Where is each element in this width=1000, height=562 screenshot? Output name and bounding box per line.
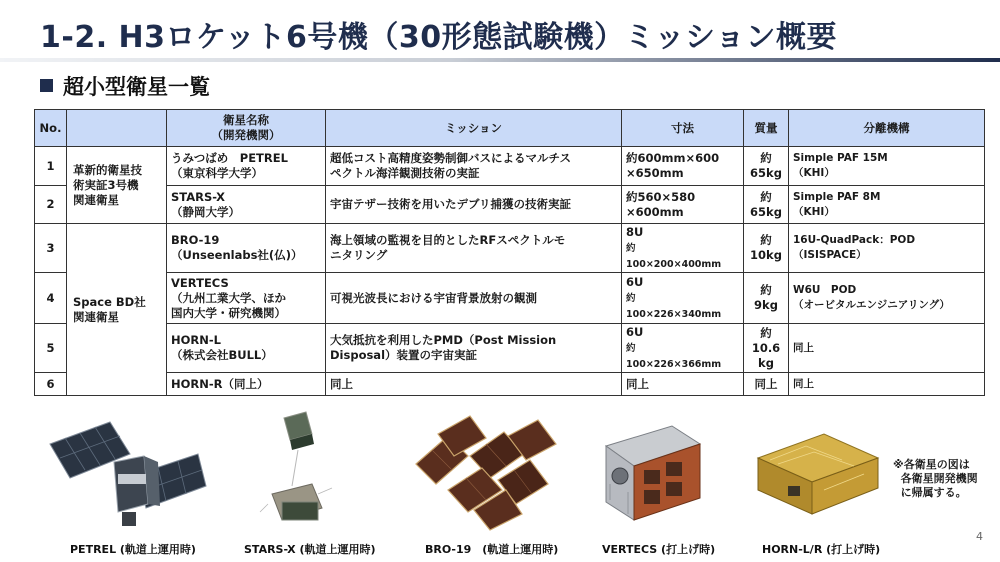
table-row <box>35 224 985 273</box>
col-header-name: 衛星名称 （開発機関） <box>167 110 326 147</box>
caption-bro-19: BRO-19 (軌道上運用時) <box>425 543 559 556</box>
size-cell: 同上 <box>622 373 744 396</box>
satellite-name: HORN-L （株式会社BULL） <box>167 324 326 373</box>
col-header-group <box>67 110 167 147</box>
size-cell: 8U 約 100×200×400mm <box>622 224 744 273</box>
petrel-satellite-image <box>48 416 208 534</box>
satellite-name: STARS-X （静岡大学） <box>167 186 326 224</box>
caption-horn: HORN-L/R (打上げ時) <box>762 543 881 556</box>
mass-cell: 約 65kg <box>744 147 789 186</box>
slide-title: 1-2. H3ロケット6号機（30形態試験機）ミッション概要 <box>40 20 837 55</box>
mass-cell: 約 9kg <box>744 273 789 324</box>
satellite-name: VERTECS （九州工業大学、ほか 国内大学・研究機関） <box>167 273 326 324</box>
separation-cell: 同上 <box>789 324 985 373</box>
satellite-table <box>34 109 985 396</box>
mission-cell: 超低コスト高精度姿勢制御バスによるマルチス ペクトル海洋観測技術の実証 <box>326 147 622 186</box>
col-header-size: 寸法 <box>622 110 744 147</box>
title-rule <box>0 58 1000 62</box>
mass-cell: 約 10kg <box>744 224 789 273</box>
mass-cell: 同上 <box>744 373 789 396</box>
row-no: 6 <box>35 373 67 396</box>
separation-cell: 同上 <box>789 373 985 396</box>
separation-cell: Simple PAF 8M （KHI） <box>789 186 985 224</box>
size-cell: 6U 約 100×226×340mm <box>622 273 744 324</box>
vertecs-satellite-image <box>600 424 704 522</box>
caption-vertecs: VERTECS (打上げ時) <box>602 543 716 556</box>
satellite-name: BRO-19 （Unseenlabs社(仏)） <box>167 224 326 273</box>
page-number: 4 <box>976 530 983 543</box>
size-cell: 約600mm×600 ×650mm <box>622 147 744 186</box>
mission-cell: 可視光波長における宇宙背景放射の観測 <box>326 273 622 324</box>
size-cell: 6U 約 100×226×366mm <box>622 324 744 373</box>
table-row <box>35 147 985 186</box>
separation-cell: W6U POD （オービタルエンジニアリング） <box>789 273 985 324</box>
section-heading <box>40 71 210 101</box>
mass-cell: 約 65kg <box>744 186 789 224</box>
stars-x-satellite-image <box>258 408 336 536</box>
bro-19-satellite-image <box>408 410 568 534</box>
caption-petrel: PETREL (軌道上運用時) <box>70 543 196 556</box>
col-header-separation: 分離機構 <box>789 110 985 147</box>
row-no: 3 <box>35 224 67 273</box>
mass-cell: 約 10.6 kg <box>744 324 789 373</box>
row-no: 2 <box>35 186 67 224</box>
group-cell-1: 革新的衛星技 術実証3号機 関連衛星 <box>67 147 167 224</box>
table-header-row <box>35 110 985 147</box>
image-credit-note: ※各衛星の図は 各衛星開発機関 に帰属する。 <box>893 458 978 499</box>
col-header-no: No. <box>35 110 67 147</box>
group-cell-2: Space BD社 関連衛星 <box>67 224 167 396</box>
table-row <box>35 186 985 224</box>
separation-cell: 16U-QuadPack：POD （ISISPACE） <box>789 224 985 273</box>
caption-stars-x: STARS-X (軌道上運用時) <box>244 543 376 556</box>
section-heading-text: 超小型衛星一覧 <box>63 75 210 99</box>
mission-cell: 宇宙テザー技術を用いたデブリ捕獲の技術実証 <box>326 186 622 224</box>
table-row <box>35 373 985 396</box>
separation-cell: Simple PAF 15M （KHI） <box>789 147 985 186</box>
table-row <box>35 273 985 324</box>
row-no: 5 <box>35 324 67 373</box>
size-cell: 約560×580 ×600mm <box>622 186 744 224</box>
row-no: 1 <box>35 147 67 186</box>
mission-cell: 大気抵抗を利用したPMD（Post Mission Disposal）装置の宇宙実証 <box>326 324 622 373</box>
table-row <box>35 324 985 373</box>
col-header-mission: ミッション <box>326 110 622 147</box>
row-no: 4 <box>35 273 67 324</box>
satellite-name: HORN-R（同上） <box>167 373 326 396</box>
col-header-mass: 質量 <box>744 110 789 147</box>
mission-cell: 同上 <box>326 373 622 396</box>
horn-satellite-image <box>754 430 882 516</box>
bullet-square-icon <box>40 79 53 92</box>
mission-cell: 海上領域の監視を目的としたRFスペクトルモ ニタリング <box>326 224 622 273</box>
satellite-name: うみつばめ PETREL （東京科学大学） <box>167 147 326 186</box>
